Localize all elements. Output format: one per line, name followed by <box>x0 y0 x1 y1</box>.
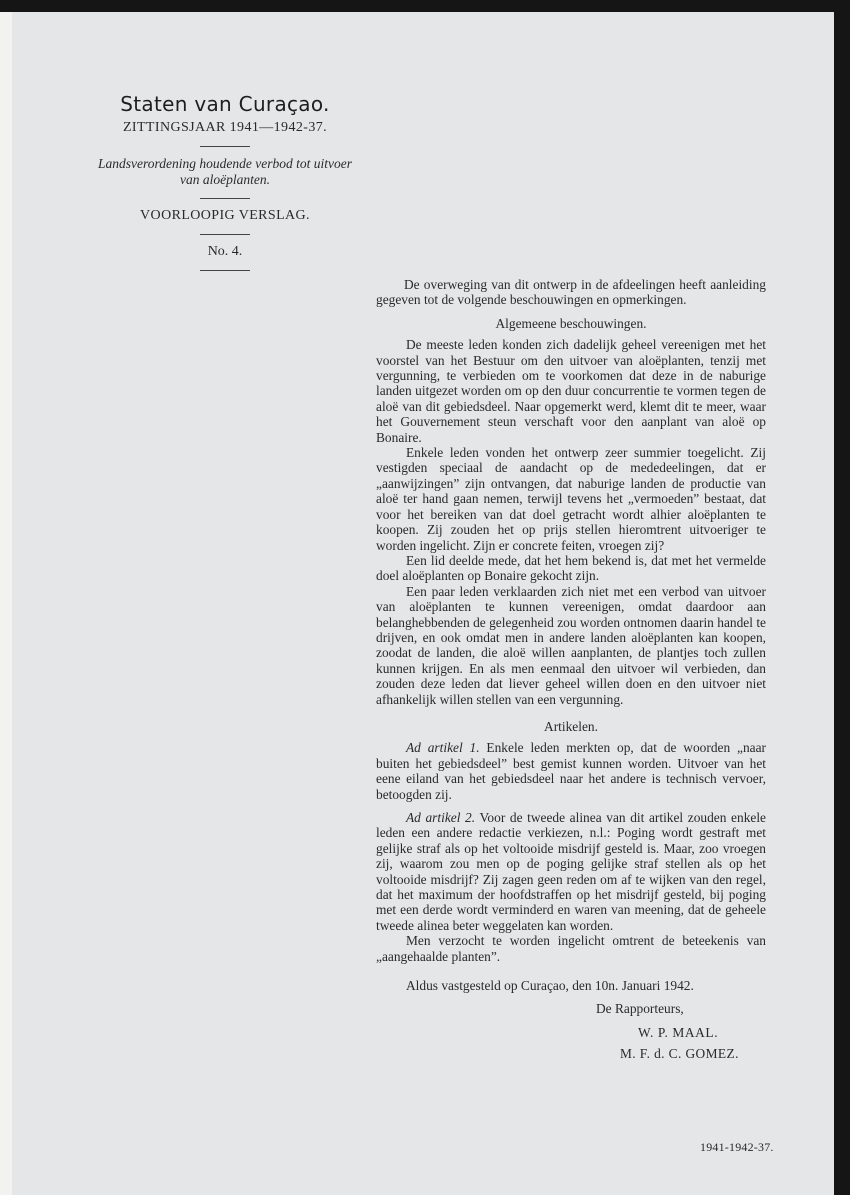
report-body <box>376 277 766 1062</box>
report-number: No. 4. <box>207 244 243 259</box>
article-text: Voor de tweede alinea van dit artikel zouden enkele leden een andere redactie verkiezen, n.l.: Poging wordt gestraft met gelijke straf als op het voltooide misdrijf gesteld is. Maar, zoo vroegen zij, waarom zou men op de poging gelijke straf stellen als op het voltooide misdrijf? Zij zagen geen reden om af te wijken van den regel, dat het maximum der hoofdstraffen op het misdrijf gesteld, bij poging met een derde wordt verminderd en waren van meening, dat de geheele tweede alinea beter weggelaten kan worden. <box>376 810 766 933</box>
signatory-name: M. F. d. C. GOMEZ. <box>620 1046 739 1062</box>
subject-line: Landsverordening houdende verbod tot uitvoer <box>98 156 352 171</box>
signatory-role: De Rapporteurs, <box>596 1001 684 1017</box>
scan-border-top <box>0 0 850 12</box>
report-kind: VOORLOOPIG VERSLAG. <box>140 208 310 223</box>
header-title: Staten van Curaçao. <box>120 92 330 116</box>
paragraph: Men verzocht te worden ingelicht omtrent de beteekenis van „aangehaalde planten”. <box>376 933 766 964</box>
paragraph: Een lid deelde mede, dat het hem bekend is, dat met het vermelde doel aloëplanten op Bonaire gekocht zijn. <box>376 552 766 584</box>
subject <box>60 156 390 188</box>
divider <box>200 198 250 199</box>
paragraph: Een paar leden verklaarden zich niet met een verbod van uitvoer van aloëplanten te kunnen vereenigen, omdat daardoor aan belanghebbenden de gelegenheid zou worden ontnomen daarin handel te drijven, en ook omdat men in andere landen aloëplanten kan koopen, zoodat de landen, die aloë willen aanplanten, de plantjes toch zullen kunnen krijgen. En als men eenmaal den uitvoer wil verbieden, dan zouden deze leden dat liever geheel willen doen en den uitvoer niet afhankelijk willen stellen van een vergunning. <box>376 583 766 707</box>
signature-block <box>376 978 766 1062</box>
divider <box>200 270 250 271</box>
section-heading: Artikelen. <box>544 718 598 734</box>
scan-border-right <box>834 0 850 1195</box>
paragraph: Enkele leden vonden het ontwerp zeer summier toegelicht. Zij vestigden speciaal de aandacht op de mededeelingen, dat er „aanwijzingen” zijn ontvangen, dat naburige landen de productie van aloë ter hand gaan nemen, terwijl tevens het „vermoeden” bestaat, dat voor het bereiken van dat doel getracht wordt alhier aloëplanten te koopen. Zij zouden het op prijs stellen hieromtrent uitvoeriger te worden ingelicht. Zijn er concrete feiten, vroegen zij? <box>376 445 766 553</box>
divider <box>200 146 250 147</box>
document-header <box>60 92 390 280</box>
session-year: ZITTINGSJAAR 1941—1942-37. <box>122 120 328 135</box>
divider <box>200 234 250 235</box>
section-heading: Algemeene beschouwingen. <box>495 315 647 331</box>
signatory-name: W. P. MAAL. <box>638 1024 719 1040</box>
article-label: Ad artikel 1. <box>406 740 480 756</box>
article-text: Enkele leden merkten op, dat de woorden „naar buiten het gebiedsdeel” best gemist kunnen worden. Uitvoer van het eene eiland van het gebiedsdeel naar het andere is technisch vervoer, betoogden zij. <box>376 740 766 802</box>
article-1-paragraph <box>376 740 766 802</box>
subject-line: van aloëplanten. <box>180 172 270 187</box>
place-date: Aldus vastgesteld op Curaçao, den 10n. Januari 1942. <box>406 978 694 994</box>
intro-paragraph: De overweging van dit ontwerp in de afdeelingen heeft aanleiding gegeven tot de volgende beschouwingen en opmerkingen. <box>376 277 766 308</box>
paragraph: De meeste leden konden zich dadelijk geheel vereenigen met het voorstel van het Bestuur om den uitvoer van aloëplanten, tenzij met vergunning, te verbieden om te voorkomen dat deze in de naburige landen uitgezet worden om op den duur concurrentie te vormen tegen de aloë van dit gebiedsdeel. Naar opgemerkt werd, klemt dit te meer, waar het Gouvernement steun verschaft voor den aanplant van aloë op Bonaire. <box>376 337 766 445</box>
footer-code: 1941-1942-37. <box>700 1140 774 1154</box>
article-label: Ad artikel 2. <box>406 810 476 825</box>
article-2-paragraph <box>376 810 766 933</box>
